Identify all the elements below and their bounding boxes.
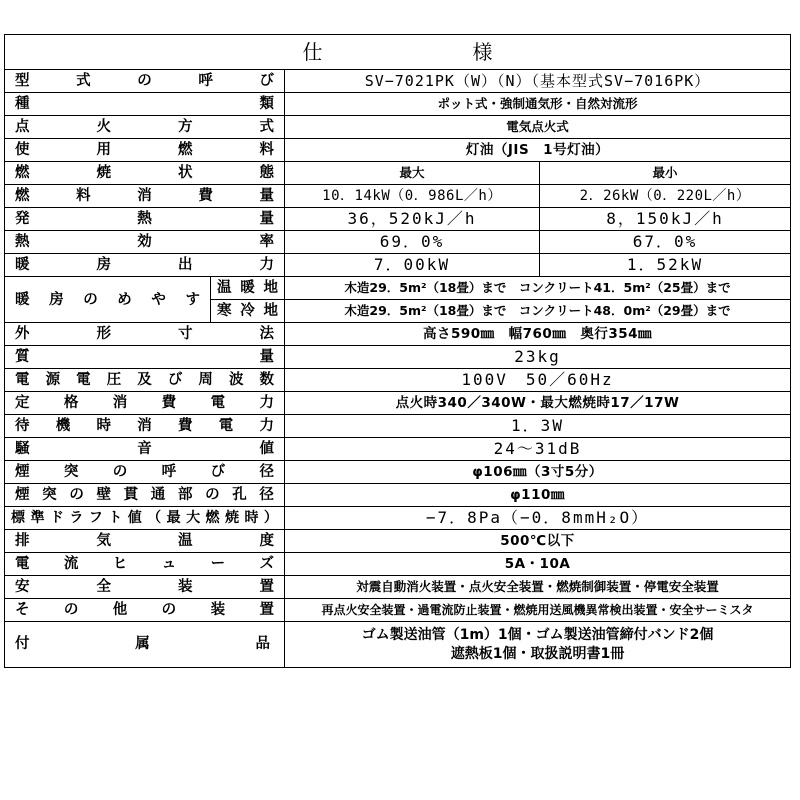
output-max: 7．00kW <box>285 254 540 277</box>
row-label-text: 排 気 温 度 <box>15 533 274 549</box>
row-label-text: 熱 効 率 <box>15 234 274 250</box>
draft-value: −7．8Pa（−0．8mmH₂O） <box>285 507 791 530</box>
row-label-text: 騒 音 値 <box>15 441 274 457</box>
state-max: 最大 <box>285 162 540 185</box>
table-row <box>5 484 791 507</box>
row-label-text: 待 機 時 消 費 電 力 <box>15 418 274 434</box>
row-label-text: 暖 房 出 力 <box>15 257 274 273</box>
row-label <box>5 622 285 668</box>
consumption-min: 2．26kW（0．220L／h） <box>540 185 791 208</box>
table-row <box>5 622 791 668</box>
table-row <box>5 254 791 277</box>
row-label-text: 煙 突 の 呼 び 径 <box>15 464 274 480</box>
efficiency-max: 69．0% <box>285 231 540 254</box>
table-row <box>5 461 791 484</box>
accessories-line-2: 遮熱板1個・取扱説明書1冊 <box>450 645 625 662</box>
wallhole-value: φ110㎜ <box>285 484 791 507</box>
table-row <box>5 553 791 576</box>
row-label-text: 煙 突 の 壁 貫 通 部 の 孔 径 <box>15 487 274 503</box>
table-row <box>5 599 791 622</box>
row-label <box>5 254 285 277</box>
guide-warm-label <box>211 277 285 300</box>
table-row <box>5 93 791 116</box>
row-label-text: 外 形 寸 法 <box>15 326 274 342</box>
row-label <box>5 277 211 323</box>
row-label-text: そ の 他 の 装 置 <box>15 602 274 618</box>
row-label-text: 種 類 <box>15 96 274 112</box>
efficiency-min: 67．0% <box>540 231 791 254</box>
noise-value: 24〜31dB <box>285 438 791 461</box>
row-label-text: 電 源 電 圧 及 び 周 波 数 <box>15 372 274 388</box>
row-label <box>5 139 285 162</box>
title-row <box>5 35 791 70</box>
row-label <box>5 323 285 346</box>
table-row <box>5 392 791 415</box>
table-row <box>5 116 791 139</box>
row-label-text: 燃 料 消 費 量 <box>15 188 274 204</box>
row-label <box>5 576 285 599</box>
table-row <box>5 162 791 185</box>
row-label <box>5 392 285 415</box>
table-row <box>5 415 791 438</box>
state-min: 最小 <box>540 162 791 185</box>
fuel-value: 灯油（JIS 1号灯油） <box>285 139 791 162</box>
row-label <box>5 438 285 461</box>
row-label-text: 付 属 品 <box>15 636 270 652</box>
spec-title: 仕様 <box>5 35 791 70</box>
other-value: 再点火安全装置・過電流防止装置・燃焼用送風機異常検出装置・安全サーミスタ <box>285 599 791 622</box>
heat-max: 36，520kJ／h <box>285 208 540 231</box>
row-label <box>5 461 285 484</box>
row-label <box>5 185 285 208</box>
rated-value: 点火時340／340W・最大燃焼時17／17W <box>285 392 791 415</box>
row-label-text: 型 式 の 呼 び <box>15 73 274 89</box>
row-label <box>5 162 285 185</box>
row-label <box>5 208 285 231</box>
row-label <box>5 599 285 622</box>
accessories-line-1: ゴム製送油管（1m）1個・ゴム製送油管締付バンド2個 <box>361 626 714 643</box>
mass-value: 23kg <box>285 346 791 369</box>
row-label <box>5 93 285 116</box>
row-label <box>5 484 285 507</box>
table-row <box>5 369 791 392</box>
row-label <box>5 116 285 139</box>
kind-value: ポット式・強制通気形・自然対流形 <box>285 93 791 116</box>
table-row <box>5 70 791 93</box>
row-label <box>5 346 285 369</box>
row-label <box>5 231 285 254</box>
fuse-value: 5A・10A <box>285 553 791 576</box>
guide-cold-label <box>211 300 285 323</box>
row-label-text: 発 熱 量 <box>15 211 274 227</box>
row-label-text: 電 流 ヒ ュ ー ズ <box>15 556 274 572</box>
ignition-value: 電気点火式 <box>285 116 791 139</box>
row-label <box>5 415 285 438</box>
flue-value: φ106㎜（3寸5分） <box>285 461 791 484</box>
table-row <box>5 185 791 208</box>
row-label-text: 安 全 装 置 <box>15 579 274 595</box>
row-label-text: 燃 焼 状 態 <box>15 165 274 181</box>
accessories-value <box>285 622 791 668</box>
table-row <box>5 323 791 346</box>
standby-value: 1．3W <box>285 415 791 438</box>
row-label <box>5 70 285 93</box>
table-row <box>5 438 791 461</box>
output-min: 1．52kW <box>540 254 791 277</box>
table-row <box>5 530 791 553</box>
row-label-text: 定 格 消 費 電 力 <box>15 395 274 411</box>
table-row <box>5 208 791 231</box>
heat-min: 8，150kJ／h <box>540 208 791 231</box>
row-label-text: 暖 房 の め や す <box>15 291 200 308</box>
row-label <box>5 553 285 576</box>
row-label-text: 温 暖 地 <box>217 280 278 296</box>
safety-value: 対震自動消火装置・点火安全装置・燃焼制御装置・停電安全装置 <box>285 576 791 599</box>
table-row <box>5 139 791 162</box>
table-row <box>5 346 791 369</box>
power-value: 100V 50／60Hz <box>285 369 791 392</box>
spec-table <box>4 34 791 668</box>
consumption-max: 10．14kW（0．986L／h） <box>285 185 540 208</box>
row-label <box>5 369 285 392</box>
guide-warm-value: 木造29．5m²（18畳）まで コンクリート41．5m²（25畳）まで <box>285 277 791 300</box>
table-row <box>5 277 791 300</box>
model-value: SV−7021PK（W）（N）（基本型式SV−7016PK） <box>285 70 791 93</box>
table-row <box>5 507 791 530</box>
row-label <box>5 530 285 553</box>
table-row <box>5 576 791 599</box>
row-label-text: 使 用 燃 料 <box>15 142 274 158</box>
row-label-text: 寒 冷 地 <box>217 303 278 319</box>
table-row <box>5 231 791 254</box>
row-label-text: 点 火 方 式 <box>15 119 274 135</box>
dimensions-value: 高さ590㎜ 幅760㎜ 奥行354㎜ <box>285 323 791 346</box>
row-label <box>5 507 285 530</box>
guide-cold-value: 木造29．5m²（18畳）まで コンクリート48．0m²（29畳）まで <box>285 300 791 323</box>
row-label-text: 質 量 <box>15 349 274 365</box>
exhaust-value: 500℃以下 <box>285 530 791 553</box>
row-label-text: 標 準 ド ラ フ ト 値 （ 最 大 燃 焼 時 ） <box>11 510 278 526</box>
